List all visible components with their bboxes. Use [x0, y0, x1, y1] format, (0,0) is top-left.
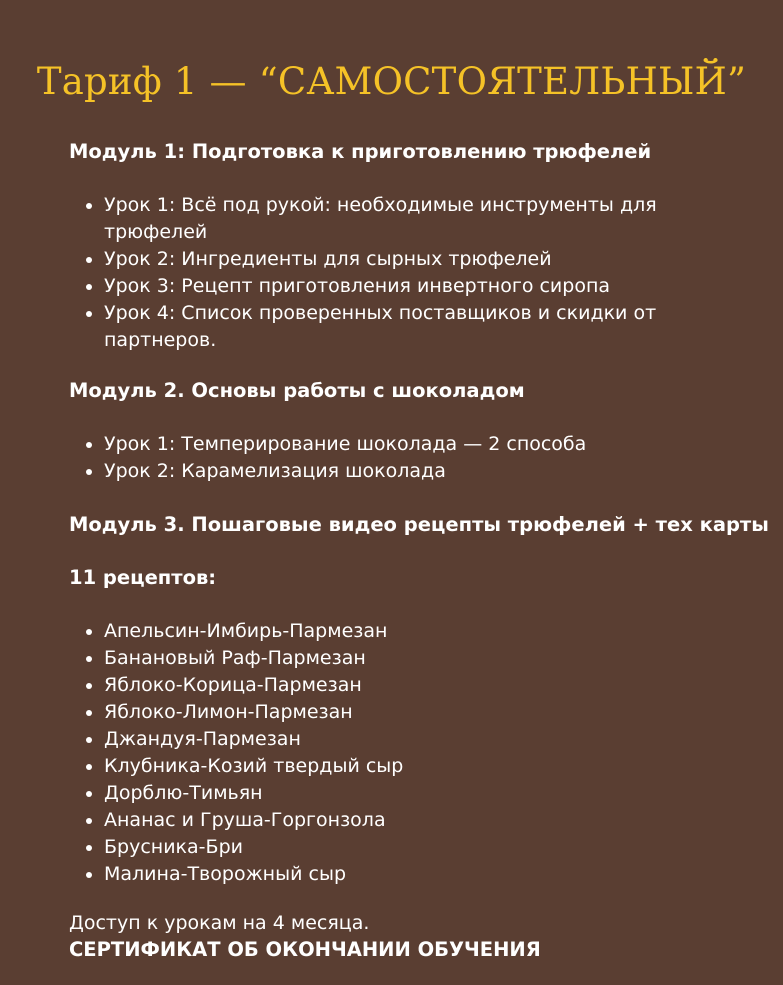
module-2-heading: Модуль 2. Основы работы с шоколадом: [69, 379, 525, 402]
lesson-item: Урок 2: Ингредиенты для сырных трюфелей: [0, 246, 734, 273]
recipe-item: Яблоко-Лимон-Пармезан: [0, 699, 734, 726]
lesson-item: Урок 1: Темперирование шоколада — 2 способа: [0, 431, 734, 458]
recipe-item: Брусника-Бри: [0, 834, 734, 861]
recipe-item: Клубника-Козий твердый сыр: [0, 753, 734, 780]
recipe-item: Яблоко-Корица-Пармезан: [0, 672, 734, 699]
recipe-list: [0, 618, 734, 888]
module-3-heading: Модуль 3. Пошаговые видео рецепты трюфелей + тех карты: [69, 513, 769, 536]
access-duration-text: Доступ к урокам на 4 месяца.: [69, 912, 370, 934]
certificate-text: СЕРТИФИКАТ ОБ ОКОНЧАНИИ ОБУЧЕНИЯ: [69, 938, 541, 961]
lesson-item: Урок 1: Всё под рукой: необходимые инструменты для трюфелей: [0, 192, 734, 246]
module-1-lesson-list: [0, 192, 734, 354]
module-1-heading: Модуль 1: Подготовка к приготовлению трюфелей: [69, 140, 652, 163]
recipe-item: Банановый Раф-Пармезан: [0, 645, 734, 672]
lesson-item: Урок 3: Рецепт приготовления инвертного сиропа: [0, 273, 734, 300]
recipe-item: Дорблю-Тимьян: [0, 780, 734, 807]
recipe-item: Ананас и Груша-Горгонзола: [0, 807, 734, 834]
module-2-lesson-list: [0, 431, 734, 485]
lesson-item: Урок 2: Карамелизация шоколада: [0, 458, 734, 485]
recipe-item: Малина-Творожный сыр: [0, 861, 734, 888]
tariff-title: Тариф 1 — “САМОСТОЯТЕЛЬНЫЙ”: [36, 60, 747, 103]
recipe-item: Джандуя-Пармезан: [0, 726, 734, 753]
lesson-item: Урок 4: Список проверенных поставщиков и скидки от партнеров.: [0, 300, 734, 354]
recipe-item: Апельсин-Имбирь-Пармезан: [0, 618, 734, 645]
recipes-heading: 11 рецептов:: [69, 566, 217, 589]
